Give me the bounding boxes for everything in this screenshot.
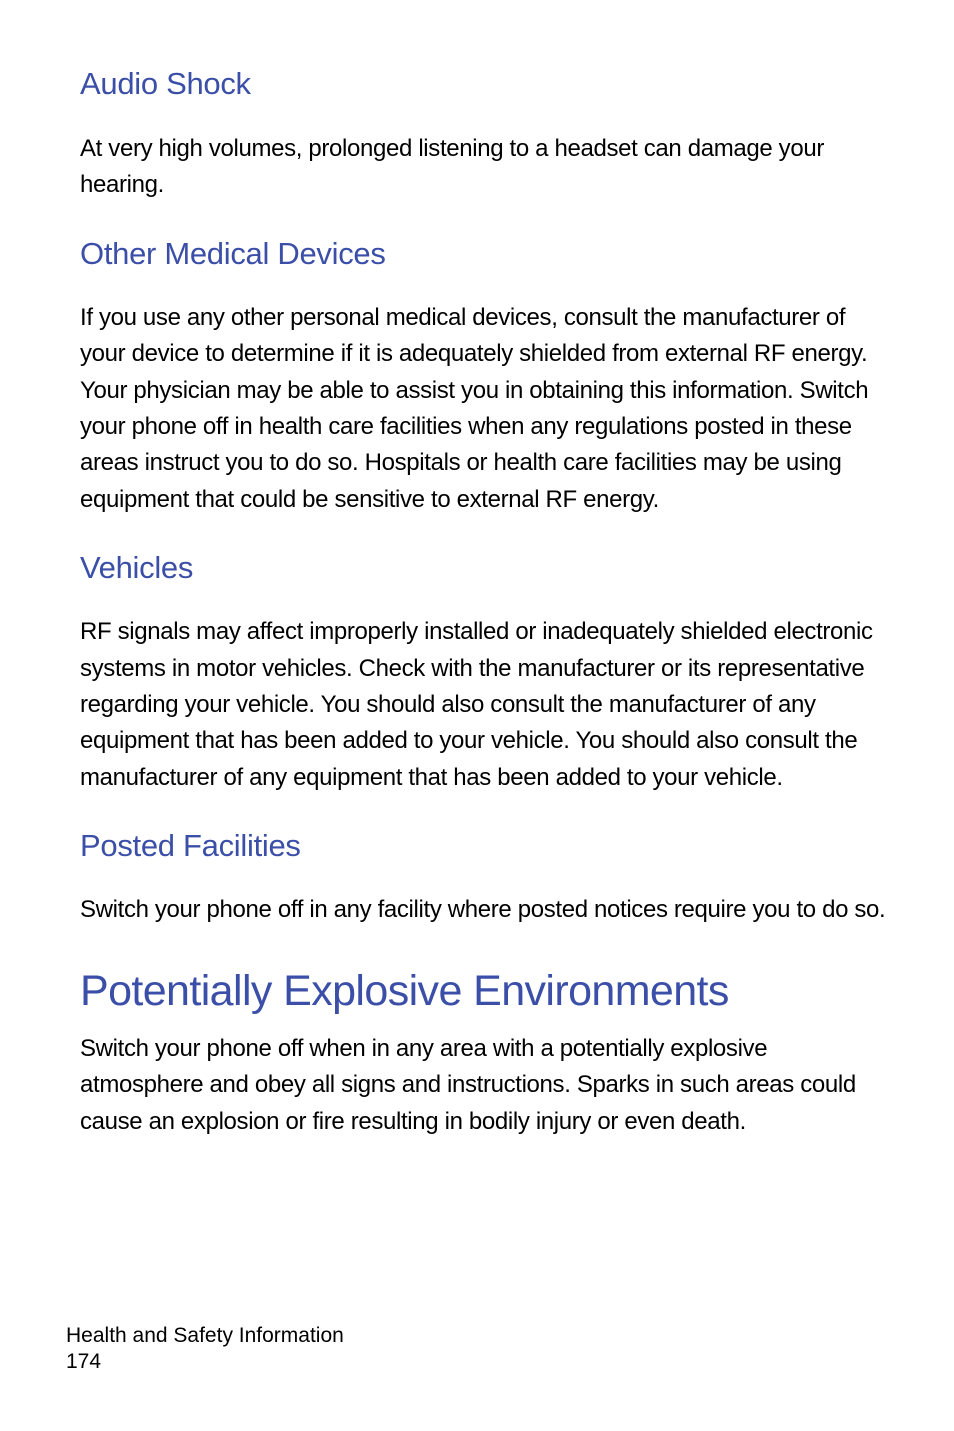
other-medical-devices-heading: Other Medical Devices [80, 235, 386, 271]
posted-facilities-heading: Posted Facilities [80, 828, 301, 864]
audio-shock-heading: Audio Shock [80, 66, 251, 101]
footer-section-title: Health and Safety Information [66, 1324, 344, 1347]
audio-shock-paragraph: At very high volumes, prolonged listening to a headset can damage your hearing. [80, 135, 824, 199]
other-medical-devices-paragraph: If you use any other personal medical devices, consult the manufacturer of your device to determine if it is adequately shielded from external RF energy. Your physician may be able to assist you in obtaining this information. Switch your phone off in health care facilities when any regulations posted in these areas instruct you to do so. Hospitals or health care facilities may be using equipment that could be sensitive to external RF energy. [80, 303, 869, 513]
page-footer [66, 1323, 344, 1375]
vehicles-heading: Vehicles [80, 550, 194, 586]
vehicles-paragraph: RF signals may affect improperly installed or inadequately shielded electronic systems in motor vehicles. Check with the manufacturer or its representative regarding your vehicle. You should also consult the manufacturer of any equipment that has been added to your vehicle. You should also consult the manufacturer of any equipment that has been added to your vehicle. [80, 618, 873, 791]
explosive-environments-paragraph: Switch your phone off when in any area with a potentially explosive atmosphere and obey all signs and instructions. Sparks in such areas could cause an explosion or fire resulting in bodily injury or even death. [80, 1034, 856, 1135]
explosive-environments-heading: Potentially Explosive Environments [80, 966, 729, 1015]
page-number: 174 [66, 1350, 102, 1373]
page-content [80, 62, 892, 1140]
posted-facilities-paragraph: Switch your phone off in any facility where posted notices require you to do so. [80, 896, 886, 924]
